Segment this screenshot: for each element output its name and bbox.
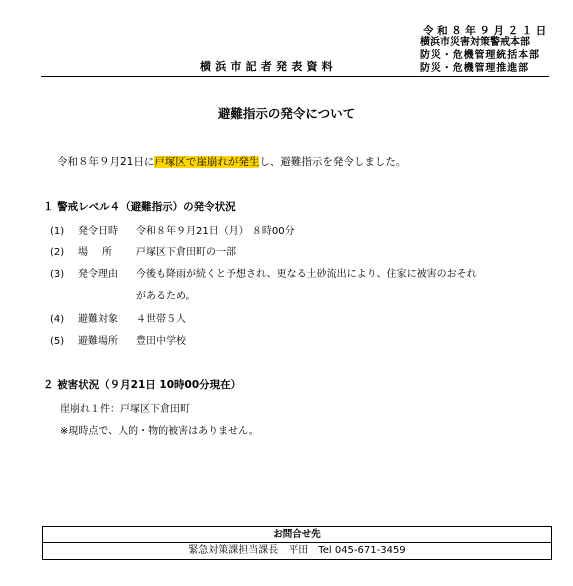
list-item <box>50 332 186 347</box>
lead-prefix: 令和８年９月21日に <box>57 156 155 168</box>
list-item <box>50 310 186 325</box>
issue-date: 令和８年９月２１日 <box>423 25 550 37</box>
item-value: 戸塚区下倉田町の一部 <box>136 247 236 258</box>
damage-note: ※現時点で、人的・物的被害はありません。 <box>60 426 259 437</box>
list-item <box>50 222 295 237</box>
contact-details: 緊急対策課担当課長 平田 Tel 045-671-3459 <box>188 545 406 556</box>
section1-heading: １ 警戒レベル４（避難指示）の発令状況 <box>43 201 236 213</box>
item-number: (3) <box>50 269 65 280</box>
lead-suffix: し、避難指示を発令しました。 <box>259 156 407 168</box>
press-release-label: 横浜市記者発表資料 <box>200 60 337 73</box>
item-value: 今後も降雨が続くと予想され、更なる土砂流出により、住家に被害のおそれ <box>136 269 477 280</box>
item-number: (2) <box>50 247 65 258</box>
item-value: ４世帯５人 <box>136 314 186 325</box>
header-divider <box>41 76 549 77</box>
issuer-list <box>420 36 540 75</box>
item-value-continuation: があるため。 <box>136 291 196 302</box>
damage-line: 崖崩れ１件：戸塚区下倉田町 <box>60 404 190 415</box>
section2-heading: ２ 被害状況（９月21日 10時00分現在） <box>43 379 242 391</box>
item-number: (1) <box>50 226 65 237</box>
item-label: 避難場所 <box>78 336 118 347</box>
item-label: 発令理由 <box>78 269 118 280</box>
item-number: (5) <box>50 336 65 347</box>
item-label: 発令日時 <box>78 226 118 237</box>
issuer-name: 横浜市災害対策警戒本部 <box>420 37 530 48</box>
list-item <box>50 243 236 258</box>
lead-paragraph <box>57 154 406 169</box>
issuer-name: 防災・危機管理統括本部 <box>420 50 540 61</box>
lead-highlight: 戸塚区で崖崩れが発生 <box>154 156 260 168</box>
item-label: 場所 <box>78 247 126 258</box>
document-title: 避難指示の発令について <box>217 106 356 121</box>
issuer-name: 防災・危機管理推進部 <box>420 63 529 74</box>
item-number: (4) <box>50 314 65 325</box>
item-label: 避難対象 <box>78 314 118 325</box>
contact-box <box>42 526 552 560</box>
contact-title: お問合せ先 <box>43 527 551 543</box>
list-item <box>50 265 477 280</box>
item-value: 豊田中学校 <box>136 336 186 347</box>
item-value: 令和８年９月21日（月） ８時00分 <box>136 226 295 237</box>
